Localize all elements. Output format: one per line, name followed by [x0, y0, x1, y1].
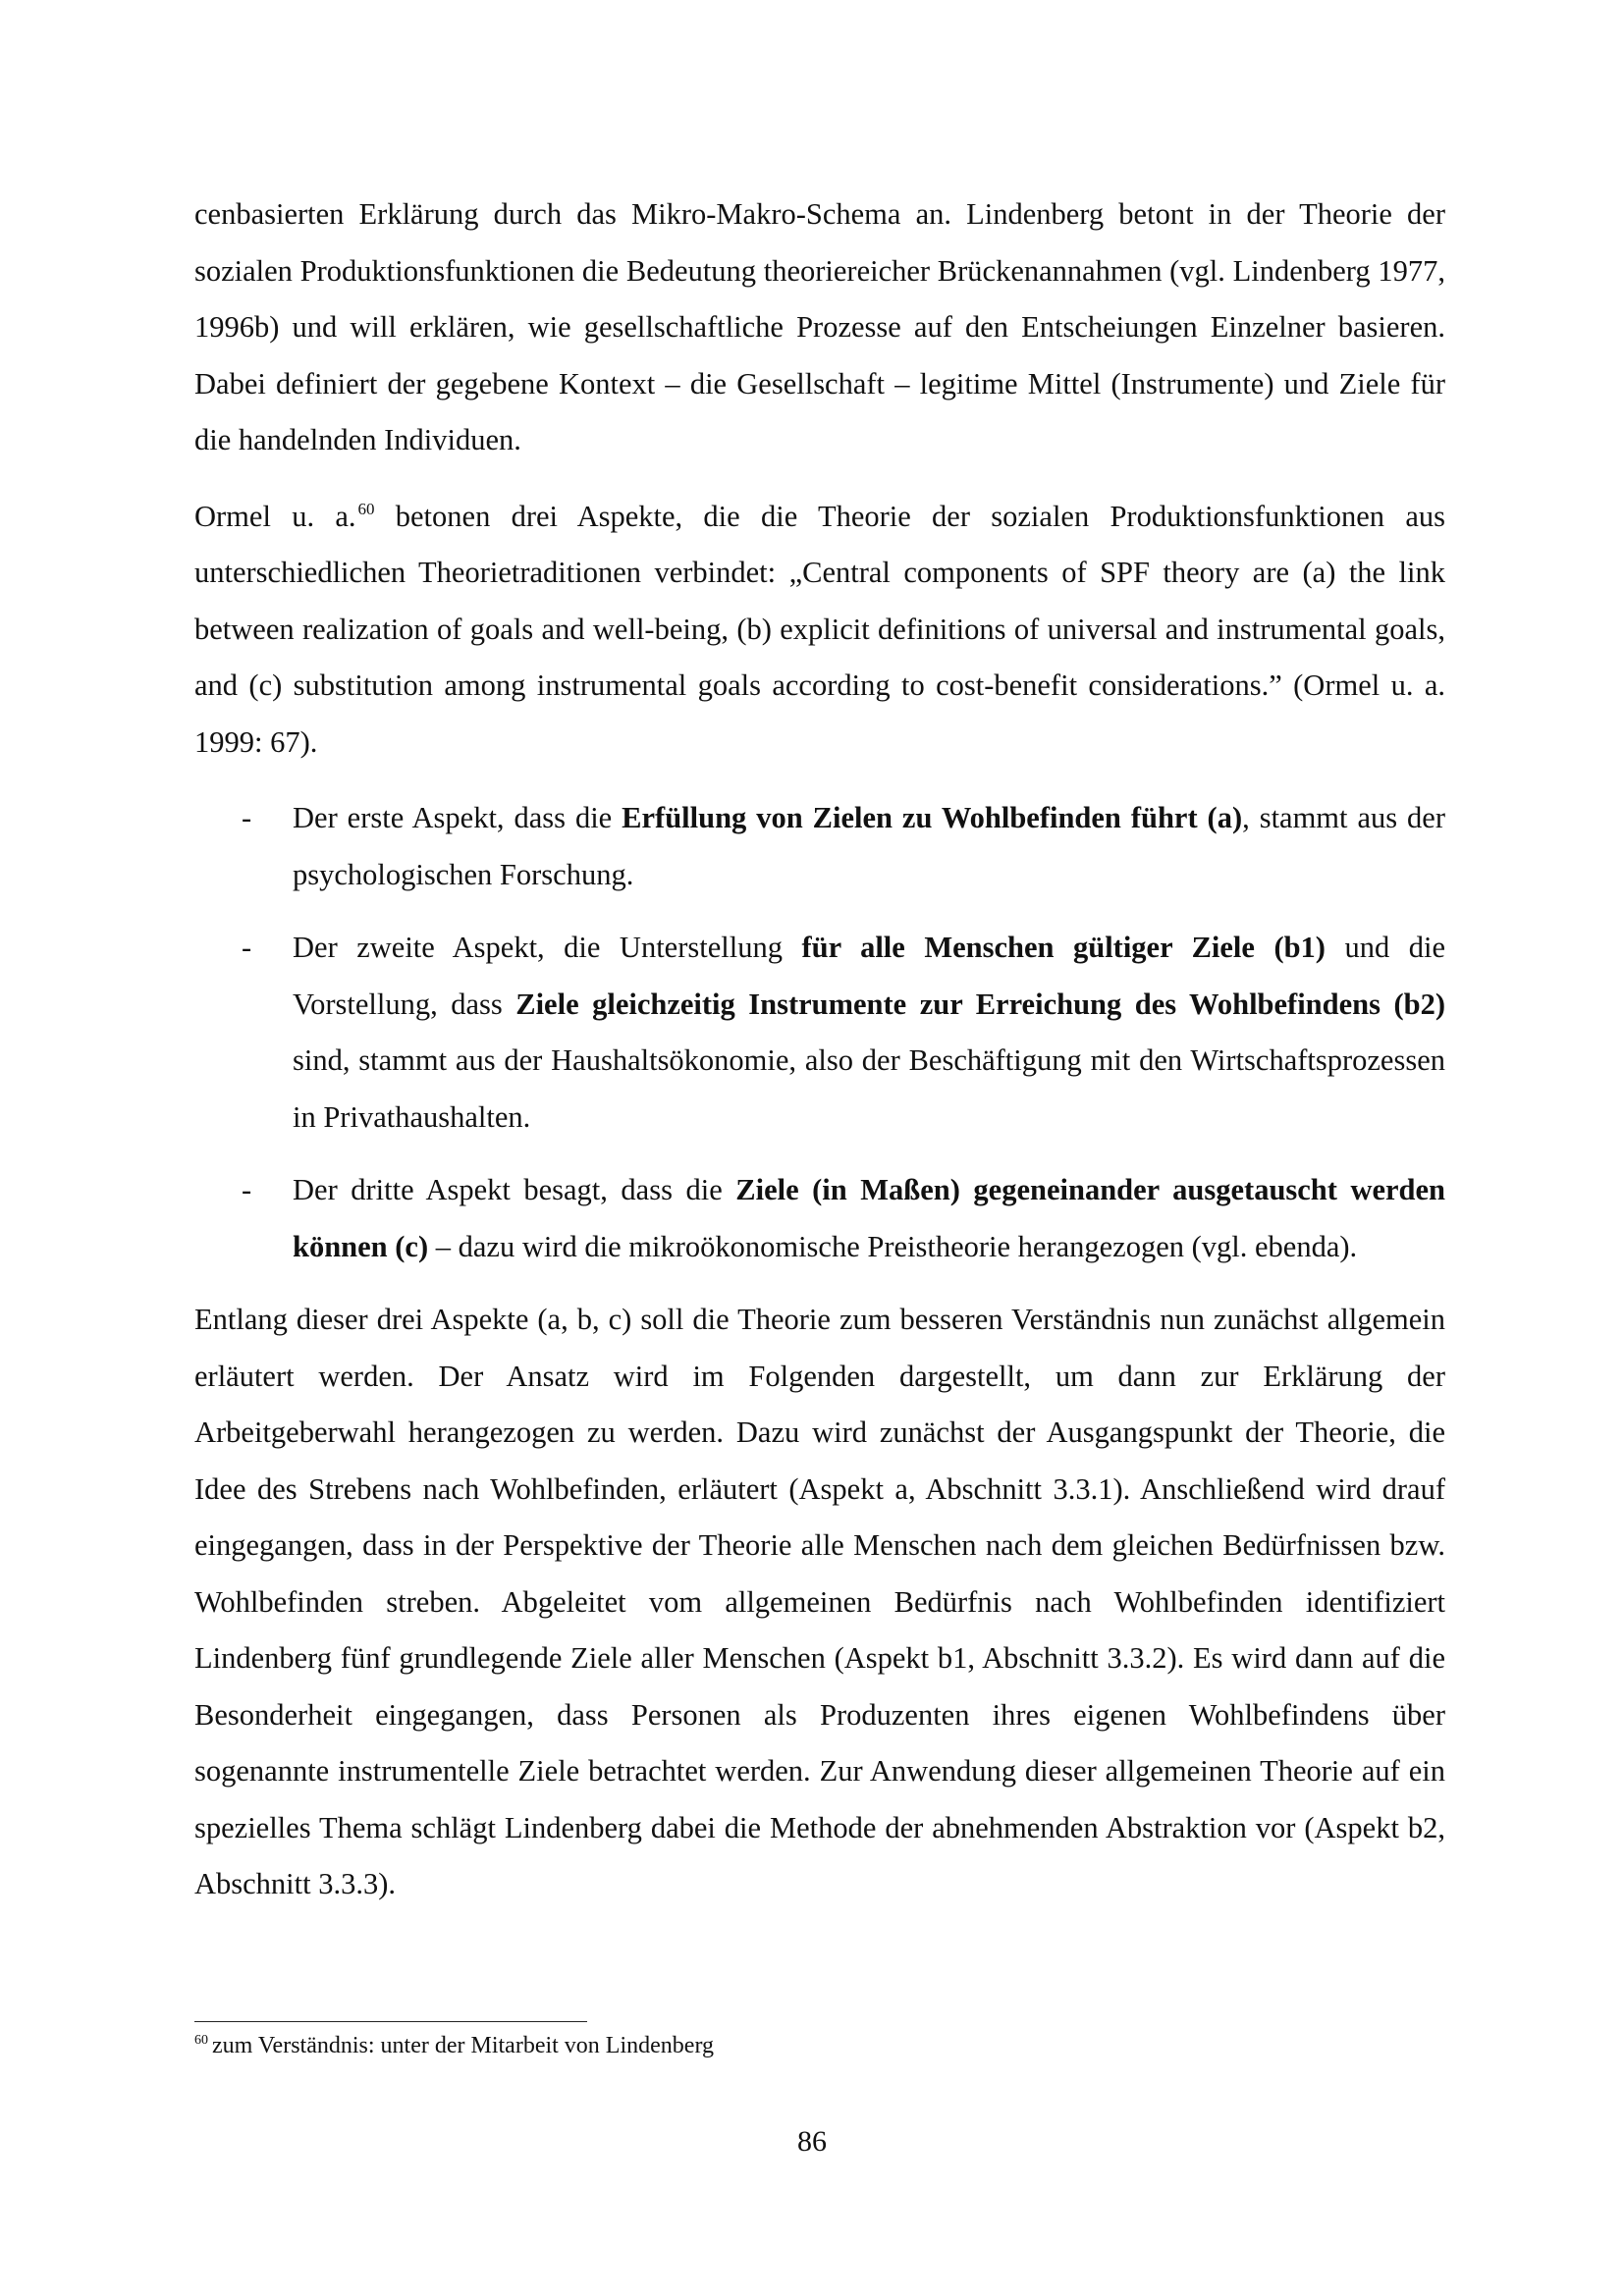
citation-lead: Ormel u. a.	[194, 499, 356, 533]
dash-bullet-icon: -	[242, 1173, 252, 1206]
aspect-text: Der zweite Aspekt, die Unterstellung	[293, 931, 802, 964]
footnote	[194, 2031, 714, 2060]
dash-bullet-icon: -	[242, 931, 252, 964]
aspect-emphasis: Ziele (in Maßen) gegeneinander ausgetauscht werden können (c)	[293, 1173, 1446, 1263]
page-body	[194, 187, 1445, 1913]
aspect-text: sind, stammt aus der Haushaltsökonomie, also der Beschäftigung mit den Wirtschaftsprozessen in Privathaushalten.	[293, 1043, 1445, 1134]
aspect-emphasis: für alle Menschen gültiger Ziele (b1)	[801, 931, 1326, 964]
aspect-emphasis: Erfüllung von Zielen zu Wohlbefinden führt (a)	[622, 801, 1243, 834]
dash-bullet-icon: -	[242, 801, 252, 834]
footnote-text: zum Verständnis: unter der Mitarbeit von Lindenberg	[212, 2033, 714, 2058]
aspect-item-a	[194, 790, 1445, 903]
page-number: 86	[797, 2125, 827, 2158]
aspect-text: – dazu wird die mikroökonomische Preistheorie herangezogen (vgl. ebenda).	[428, 1229, 1358, 1263]
paragraph-3: Entlang dieser drei Aspekte (a, b, c) soll die Theorie zum besseren Verständnis nun zunächst allgemein erläutert werden. Der Ansatz wird im Folgenden dargestellt, um dann zur Erklärung der Arbeitgeberwahl herangezogen zu werden. Dazu wird zunächst der Ausgangspunkt der Theorie, die Idee des Strebens nach Wohlbefinden, erläutert (Aspekt a, Abschnitt 3.3.1). Anschließend wird drauf eingegangen, dass in der Perspektive der Theorie alle Menschen nach dem gleichen Bedürfnissen bzw. Wohlbefinden streben. Abgeleitet vom allgemeinen Bedürfnis nach Wohlbefinden identifiziert Lindenberg fünf grundlegende Ziele aller Menschen (Aspekt b1, Abschnitt 3.3.2). Es wird dann auf die Besonderheit eingegangen, dass Personen als Produzenten ihres eigenen Wohlbefindens über sogenannte instrumentelle Ziele betrachtet werden. Zur Anwendung dieser allgemeinen Theorie auf ein spezielles Thema schlägt Lindenberg dabei die Methode der abnehmenden Abstraktion vor (Aspekt b2, Abschnitt 3.3.3).	[194, 1303, 1445, 1900]
aspect-text: Der dritte Aspekt besagt, dass die	[293, 1173, 736, 1206]
paragraph-1: cenbasierten Erklärung durch das Mikro-Makro-Schema an. Lindenberg betont in der Theorie der sozialen Produktionsfunktionen die Bedeutung theoriereicher Brückenannahmen (vgl. Lindenberg 1977, 1996b) und will erklären, wie gesellschaftliche Prozesse auf den Entscheiungen Einzelner basieren. Dabei definiert der gegebene Kontext – die Gesellschaft – legitime Mittel (Instrumente) und Ziele für die handelnden Individuen.	[194, 197, 1445, 456]
aspects-list	[194, 790, 1445, 1275]
aspect-text: und die Vorstellung, dass	[293, 931, 1445, 1021]
paragraph-2-text: betonen drei Aspekte, die die Theorie der sozialen Produktionsfunktionen aus unterschiedlichen Theorietraditionen verbindet: „Central components of SPF theory are (a) the link between realization of goals and well-being, (b) explicit definitions of universal and instrumental goals, and (c) substitution among instrumental goals according to cost-benefit considerations.” (Ormel u. a. 1999: 67).	[194, 499, 1445, 759]
footnote-number: 60	[194, 2033, 208, 2048]
aspect-text: , stammt aus der psychologischen Forschung.	[293, 801, 1445, 891]
footnote-reference[interactable]: 60	[357, 499, 375, 518]
paragraph-2	[194, 489, 1445, 772]
aspect-emphasis: Ziele gleichzeitig Instrumente zur Erreichung des Wohlbefindens (b2)	[515, 987, 1446, 1021]
aspect-item-b	[194, 920, 1445, 1146]
aspect-text: Der erste Aspekt, dass die	[293, 801, 623, 834]
footnote-divider	[194, 2021, 587, 2022]
aspect-item-c	[194, 1162, 1445, 1275]
